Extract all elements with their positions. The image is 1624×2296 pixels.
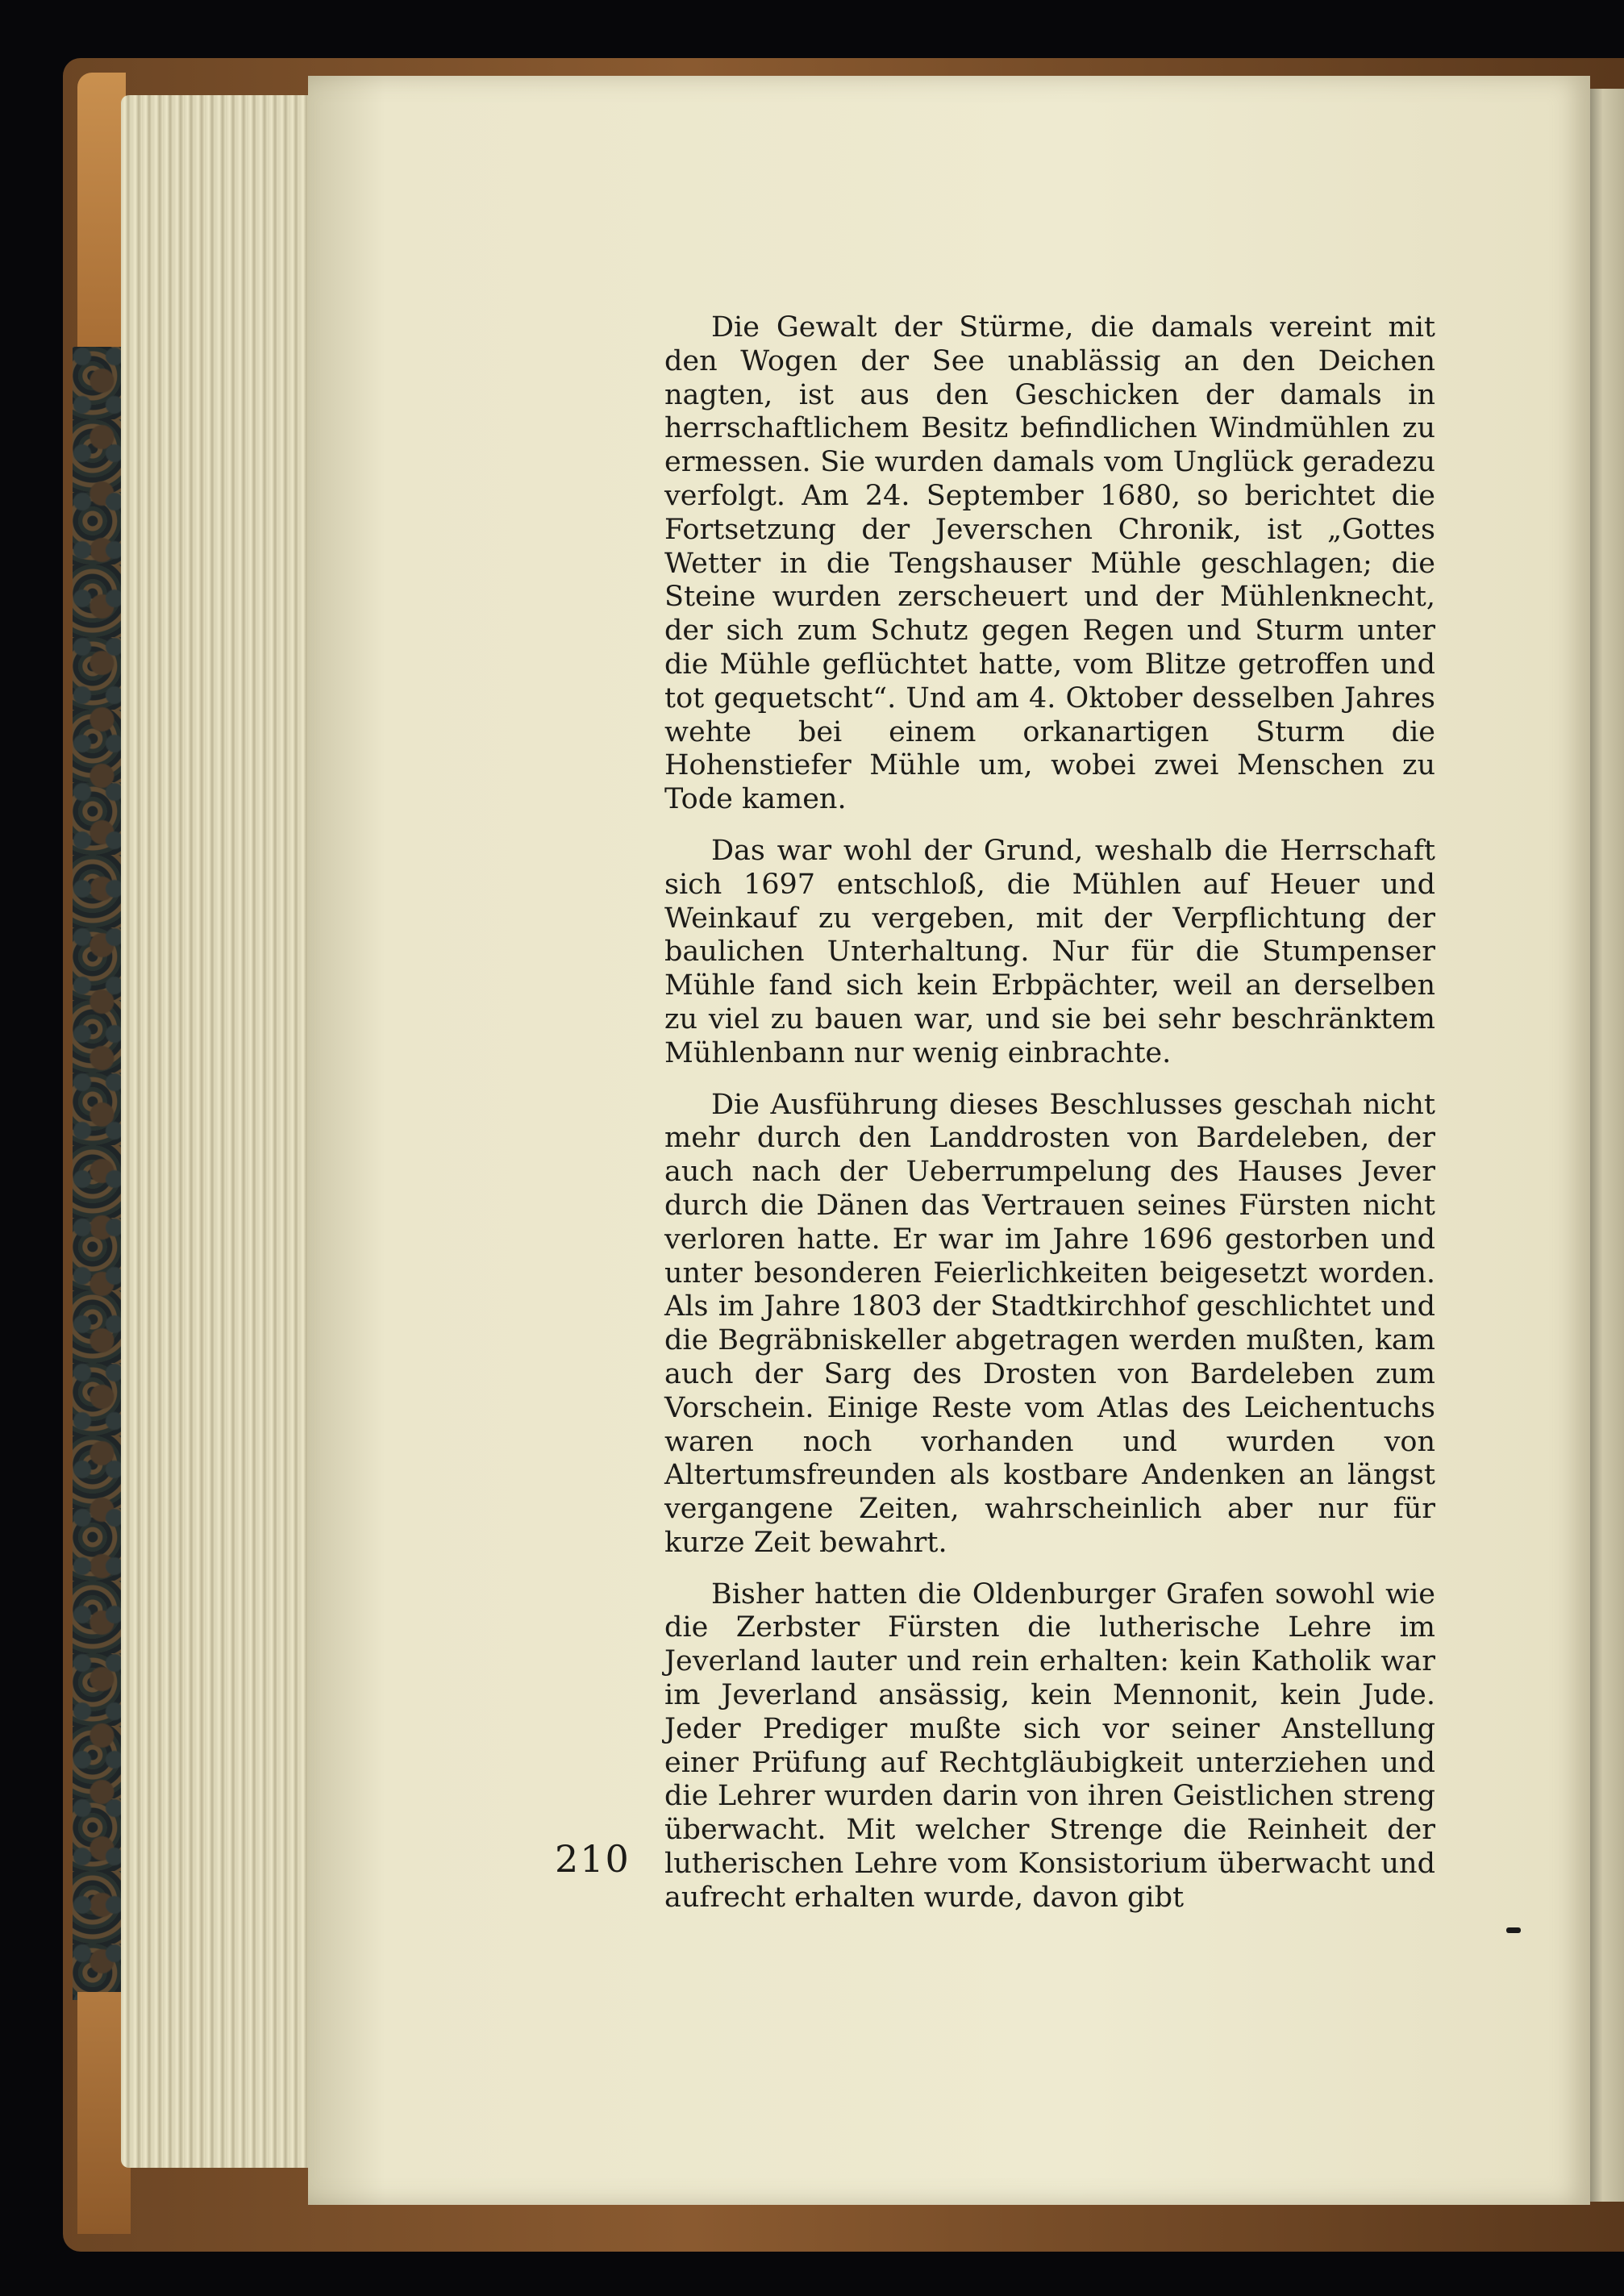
facing-page-edge [1589, 89, 1624, 2202]
marbled-endpaper [73, 347, 123, 2000]
leather-binding-top [77, 73, 126, 347]
paragraph: Bisher hatten die Oldenburger Grafen sowohl wie die Zerbster Fürsten die lutherische Lehre im Jeverland lauter und rein erhalten: kein Katholik war im Jeverland ansässig, kein Mennonit, kein Jude. Jeder Prediger mußte sich vor seiner Anstellung einer Prüfung auf Rechtgläubigkeit unterziehen und die Lehrer wurden darin von ihren Geistlichen streng überwacht. Mit welcher Strenge die Reinheit der lutherischen Lehre vom Konsistorium überwacht und aufrecht erhalten wurde, davon gibt [664, 1577, 1435, 1914]
paragraph: Die Ausführung dieses Beschlusses geschah nicht mehr durch den Landdrosten von Bardeleben, der auch nach der Ueberrumpelung des Hauses Jever durch die Dänen das Vertrauen seines Fürsten nicht verloren hatte. Er war im Jahre 1696 gestorben und unter besonderen Feierlichkeiten beigesetzt worden. Als im Jahre 1803 der Stadtkirchhof geschlichtet und die Begräbniskeller abgetragen werden mußten, kam auch der Sarg des Drosten von Bardeleben zum Vorschein. Einige Reste vom Atlas des Leichentuchs waren noch vorhanden und wurden von Altertumsfreunden als kostbare Andenken an längst vergangene Zeiten, wahrscheinlich aber nur für kurze Zeit bewahrt. [664, 1088, 1435, 1559]
ink-mark [1506, 1927, 1521, 1933]
page-body-text [664, 311, 1435, 1933]
paragraph: Das war wohl der Grund, weshalb die Herrschaft sich 1697 entschloß, die Mühlen auf Heuer und Weinkauf zu vergeben, mit der Verpflichtung der baulichen Unterhaltung. Nur für die Stumpenser Mühle fand sich kein Erbpächter, weil an derselben zu viel zu bauen war, und sie bei sehr beschränktem Mühlenbann nur wenig einbrachte. [664, 834, 1435, 1069]
page-number: 210 [555, 1837, 631, 1881]
page-stack-edges [121, 95, 314, 2168]
paragraph: Die Gewalt der Stürme, die damals vereint mit den Wogen der See unablässig an den Deichen nagten, ist aus den Geschicken der damals in herrschaftlichem Besitz befindlichen Windmühlen zu ermessen. Sie wurden damals vom Unglück geradezu verfolgt. Am 24. September 1680, so berichtet die Fortsetzung der Jeverschen Chronik, ist „Gottes Wetter in die Tengshauser Mühle geschlagen; die Steine wurden zerscheuert und der Mühlenknecht, der sich zum Schutz gegen Regen und Sturm unter die Mühle geflüchtet hatte, vom Blitze getroffen und tot gequetscht“. Und am 4. Oktober desselben Jahres wehte bei einem orkanartigen Sturm die Hohenstiefer Mühle um, wobei zwei Menschen zu Tode kamen. [664, 311, 1435, 816]
